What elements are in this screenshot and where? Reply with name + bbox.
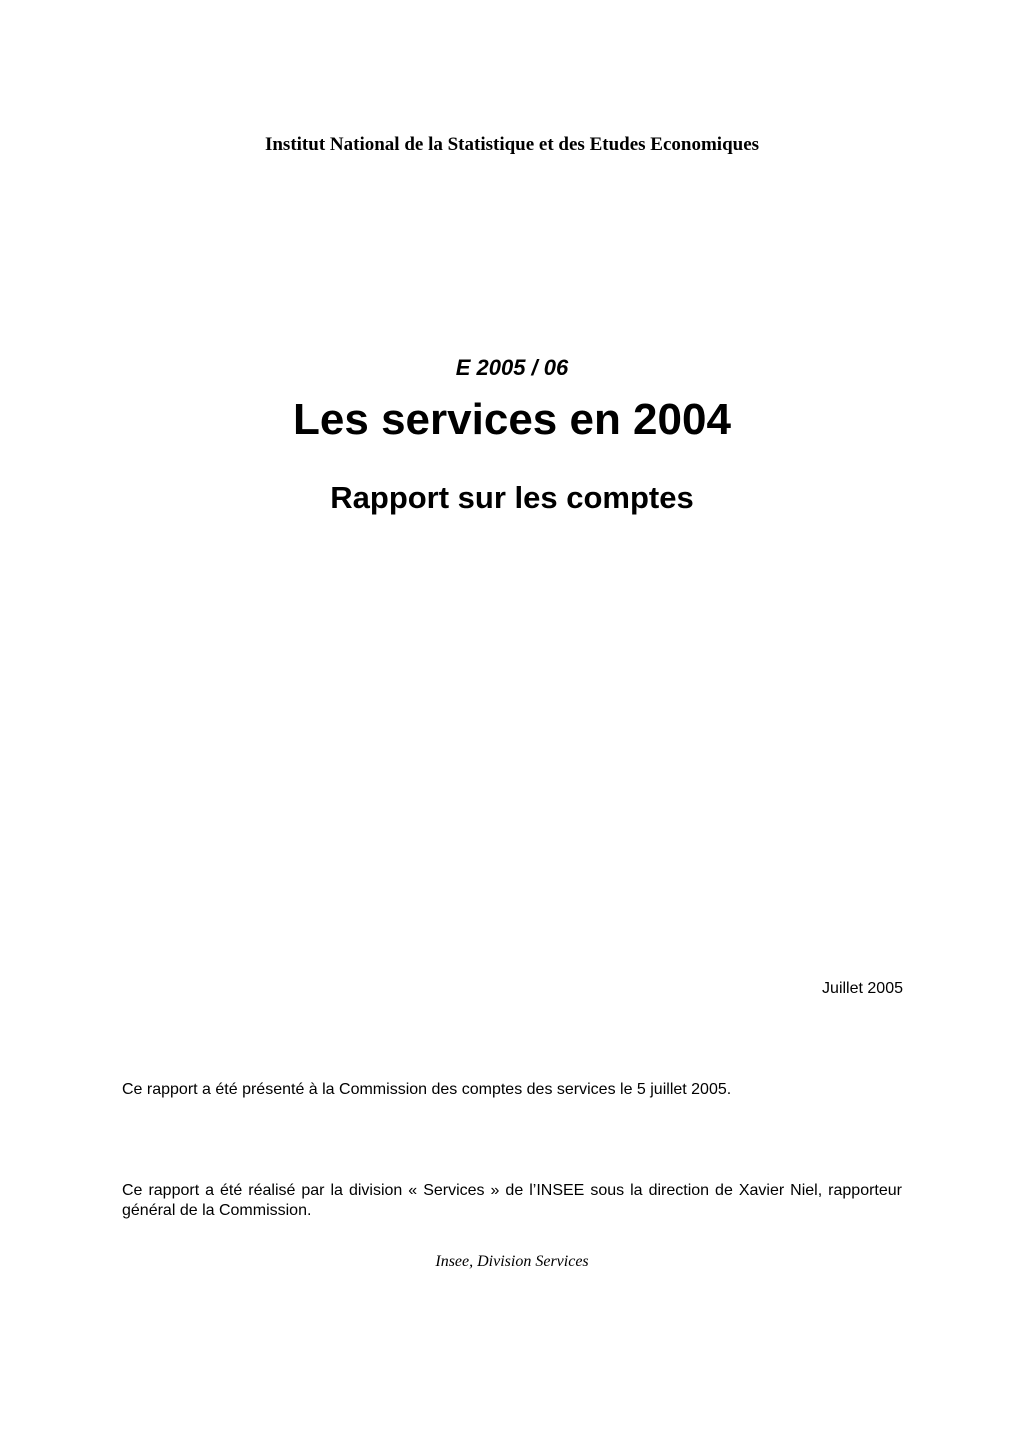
page-title: Les services en 2004 — [293, 395, 731, 444]
presentation-paragraph: Ce rapport a été présenté à la Commission des comptes des services le 5 juillet 2005. — [122, 1081, 732, 1098]
authorship-paragraph: Ce rapport a été réalisé par la division « Services » de l’INSEE sous la direction de Xavier Niel, rapporteur général de la Commission. — [122, 1182, 902, 1219]
report-code: E 2005 / 06 — [455, 355, 569, 380]
page-subtitle: Rapport sur les comptes — [330, 480, 694, 515]
institution-name: Institut National de la Statistique et des Etudes Economiques — [264, 134, 760, 155]
division-signature: Insee, Division Services — [435, 1253, 589, 1270]
publication-date: Juillet 2005 — [822, 980, 903, 997]
